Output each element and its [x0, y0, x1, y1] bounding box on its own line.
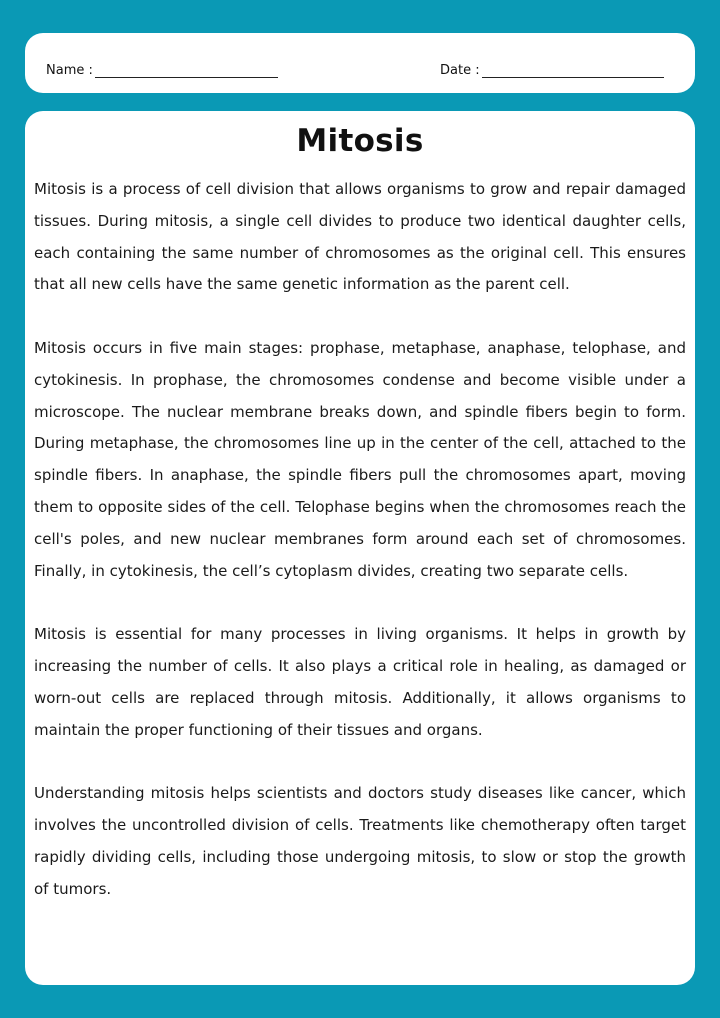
date-label: Date :	[440, 63, 480, 78]
date-field[interactable]	[440, 63, 664, 78]
name-field[interactable]	[46, 63, 278, 78]
paragraph-importance: Mitosis is essential for many processes in living organisms. It helps in growth by increasing the number of cells. It also plays a critical role in healing, as damaged or worn-out cells are replaced through mitosis. Additionally, it allows organisms to maintain the proper functioning of their tissues and organs.	[34, 625, 686, 739]
name-blank-line[interactable]	[95, 65, 278, 78]
paragraph-medicine: Understanding mitosis helps scientists and doctors study diseases like cancer, which involves the uncontrolled division of cells. Treatments like chemotherapy often target rapidly dividing cells, including those undergoing mitosis, to slow or stop the growth of tumors.	[34, 784, 686, 898]
name-label: Name :	[46, 63, 93, 78]
body-text	[34, 174, 686, 937]
worksheet-card	[25, 111, 695, 985]
page-title: Mitosis	[296, 123, 424, 159]
date-blank-line[interactable]	[482, 65, 664, 78]
header-card	[25, 33, 695, 93]
paragraph-stages: Mitosis occurs in five main stages: prophase, metaphase, anaphase, telophase, and cytokinesis. In prophase, the chromosomes condense and become visible under a microscope. The nuclear membrane breaks down, and spindle fibers begin to form. During metaphase, the chromosomes line up in the center of the cell, attached to the spindle fibers. In anaphase, the spindle fibers pull the chromosomes apart, moving them to opposite sides of the cell. Telophase begins when the chromosomes reach the cell's poles, and new nuclear membranes form around each set of chromosomes. Finally, in cytokinesis, the cell’s cytoplasm divides, creating two separate cells.	[34, 338, 686, 580]
paragraph-intro: Mitosis is a process of cell division that allows organisms to grow and repair damaged tissues. During mitosis, a single cell divides to produce two identical daughter cells, each containing the same number of chromosomes as the original cell. This ensures that all new cells have the same genetic information as the parent cell.	[34, 180, 686, 294]
